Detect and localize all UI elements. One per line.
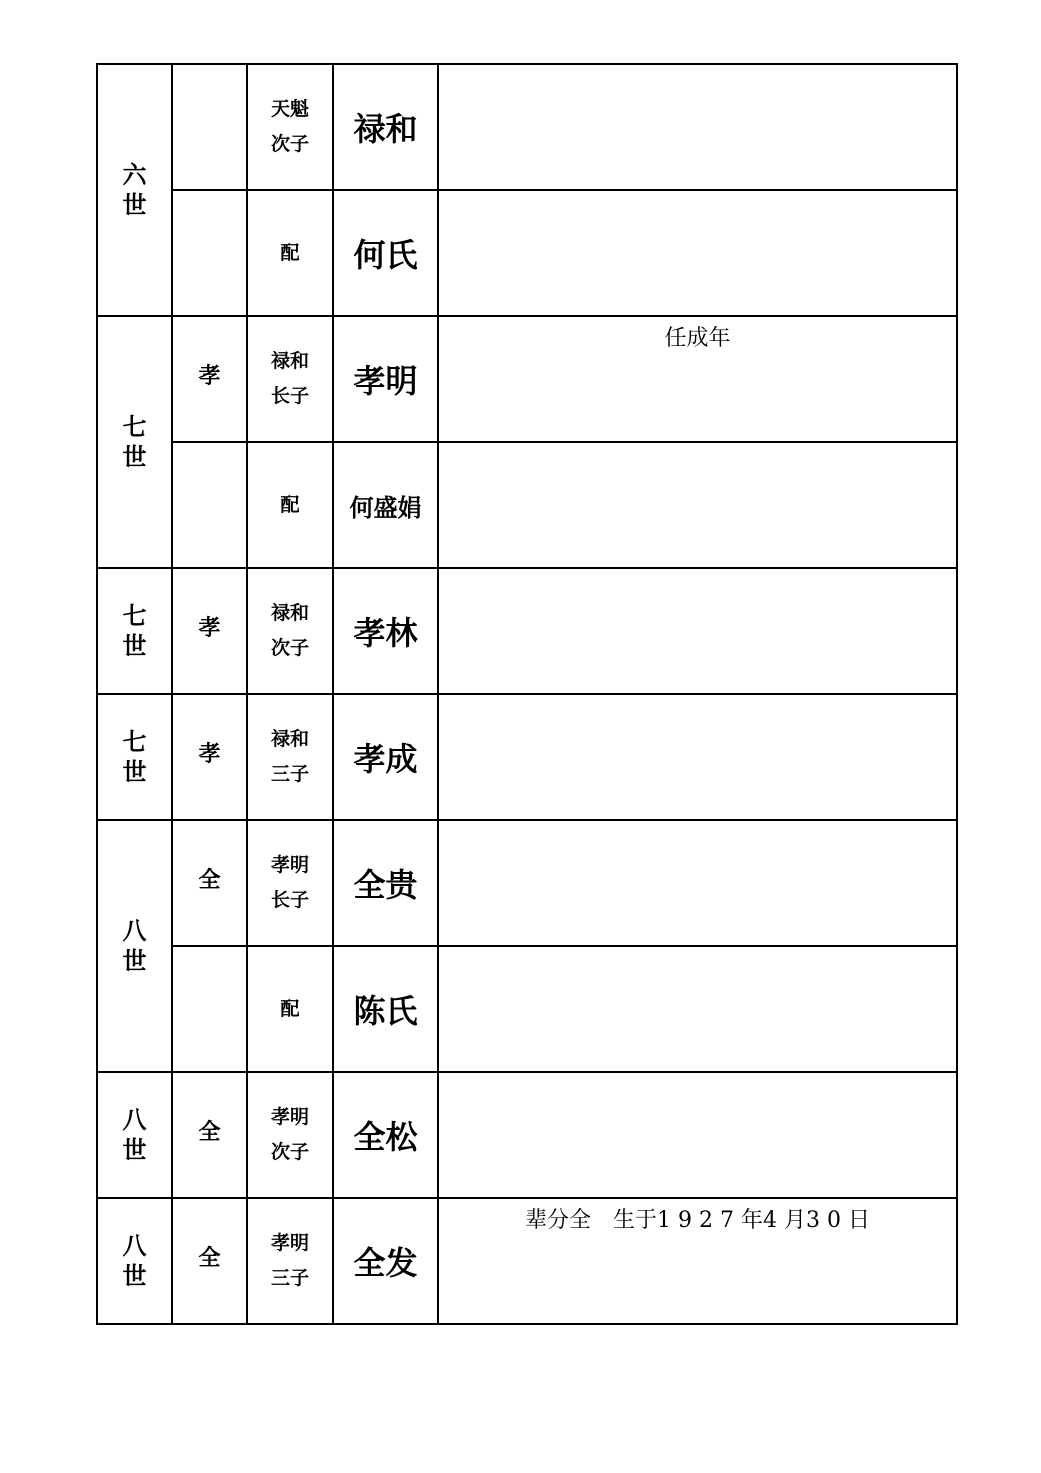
name-cell: 全发	[333, 1198, 438, 1324]
relation-cell: 孝明次子	[247, 1072, 333, 1198]
name-cell: 孝林	[333, 568, 438, 694]
name-cell: 陈氏	[333, 946, 438, 1072]
table-row	[97, 820, 957, 946]
generation-character-cell: 孝	[172, 694, 247, 820]
table-row	[97, 1198, 957, 1324]
table-row	[97, 64, 957, 190]
relation-cell: 禄和三子	[247, 694, 333, 820]
table-row	[97, 694, 957, 820]
generation-character-cell	[172, 190, 247, 316]
note-cell	[438, 64, 957, 190]
table-row	[97, 946, 957, 1072]
generation-character-cell: 孝	[172, 316, 247, 442]
name-cell: 禄和	[333, 64, 438, 190]
generation-cell: 八世	[97, 1072, 172, 1198]
table-row	[97, 1072, 957, 1198]
name-cell: 全贵	[333, 820, 438, 946]
generation-character-cell: 全	[172, 820, 247, 946]
note-cell: 任成年	[438, 316, 957, 442]
relation-cell: 禄和次子	[247, 568, 333, 694]
genealogy-table	[96, 63, 958, 1325]
table-row	[97, 316, 957, 442]
relation-cell: 天魁次子	[247, 64, 333, 190]
relation-cell: 配	[247, 946, 333, 1072]
name-cell: 何氏	[333, 190, 438, 316]
note-cell	[438, 1072, 957, 1198]
table-row	[97, 442, 957, 568]
generation-character-cell: 全	[172, 1072, 247, 1198]
table-row	[97, 568, 957, 694]
relation-cell: 禄和长子	[247, 316, 333, 442]
generation-cell: 八世	[97, 820, 172, 1072]
generation-character-cell	[172, 64, 247, 190]
generation-character-cell	[172, 442, 247, 568]
generation-cell: 六世	[97, 64, 172, 316]
relation-cell: 配	[247, 442, 333, 568]
relation-cell: 孝明三子	[247, 1198, 333, 1324]
note-cell: 辈分全 生于1 9 2 7 年4 月3 0 日	[438, 1198, 957, 1324]
generation-cell: 八世	[97, 1198, 172, 1324]
generation-character-cell: 全	[172, 1198, 247, 1324]
note-cell	[438, 568, 957, 694]
generation-cell: 七世	[97, 316, 172, 568]
note-cell	[438, 694, 957, 820]
note-cell	[438, 190, 957, 316]
name-cell: 何盛娟	[333, 442, 438, 568]
name-cell: 孝明	[333, 316, 438, 442]
note-cell	[438, 946, 957, 1072]
name-cell: 全松	[333, 1072, 438, 1198]
name-cell: 孝成	[333, 694, 438, 820]
generation-character-cell	[172, 946, 247, 1072]
generation-cell: 七世	[97, 568, 172, 694]
note-cell	[438, 442, 957, 568]
relation-cell: 孝明长子	[247, 820, 333, 946]
generation-character-cell: 孝	[172, 568, 247, 694]
table-row	[97, 190, 957, 316]
generation-cell: 七世	[97, 694, 172, 820]
relation-cell: 配	[247, 190, 333, 316]
note-cell	[438, 820, 957, 946]
